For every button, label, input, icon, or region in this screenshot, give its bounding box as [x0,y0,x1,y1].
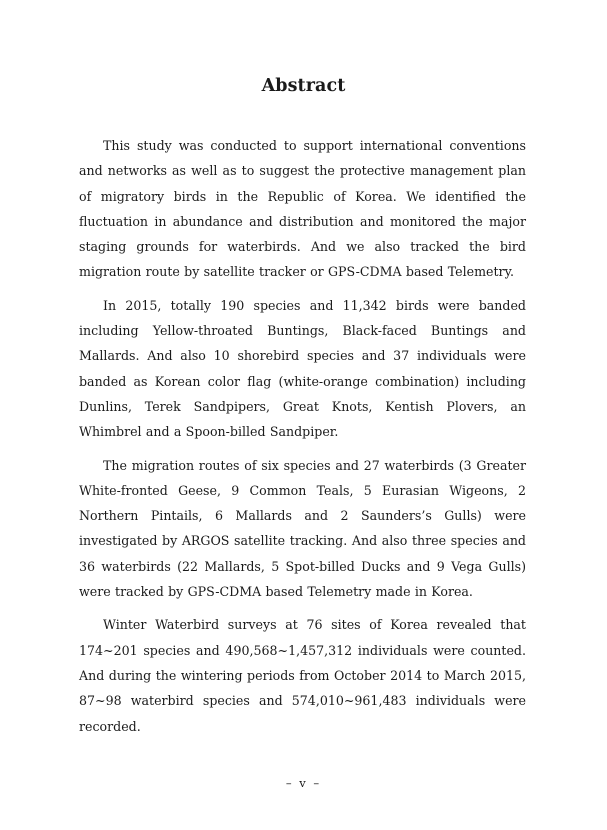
abstract-paragraph-1: This study was conducted to support international conventions and networks as well as to suggest the protective management plan of migratory birds in the Republic of Korea. We identified the fluctuation in abundance and distribution and monitored the major staging grounds for waterbirds. And we also tracked the bird migration route by satellite tracker or GPS-CDMA based Telemetry. [79,138,526,280]
page-title: Abstract [261,76,346,96]
abstract-paragraph-2: In 2015, totally 190 species and 11,342 birds were banded including Yellow-throated Buntings, Black-faced Buntings and Mallards. And also 10 shorebird species and 37 individuals were banded as Korean color flag (white-orange combination) including Dunlins, Terek Sandpipers, Great Knots, Kentish Plovers, an Whimbrel and a Spoon-billed Sandpiper. [79,297,526,440]
page-number: – v – [285,776,322,790]
abstract-paragraph-4: Winter Waterbird surveys at 76 sites of Korea revealed that 174~201 species and 490,568~1,457,312 individuals were counted. And during the wintering periods from October 2014 to March 2015, 87~98 waterbird species and 574,010~961,483 individuals were recorded. [79,617,526,734]
abstract-body [79,133,526,747]
abstract-paragraph-3: The migration routes of six species and 27 waterbirds (3 Greater White-fronted Geese, 9 Common Teals, 5 Eurasian Wigeons, 2 Northern Pintails, 6 Mallards and 2 Saunders’s Gulls) were investigated by ARGOS satellite tracking. And also three species and 36 waterbirds (22 Mallards, 5 Spot-billed Ducks and 9 Vega Gulls) were tracked by GPS-CDMA based Telemetry made in Korea. [79,457,526,600]
